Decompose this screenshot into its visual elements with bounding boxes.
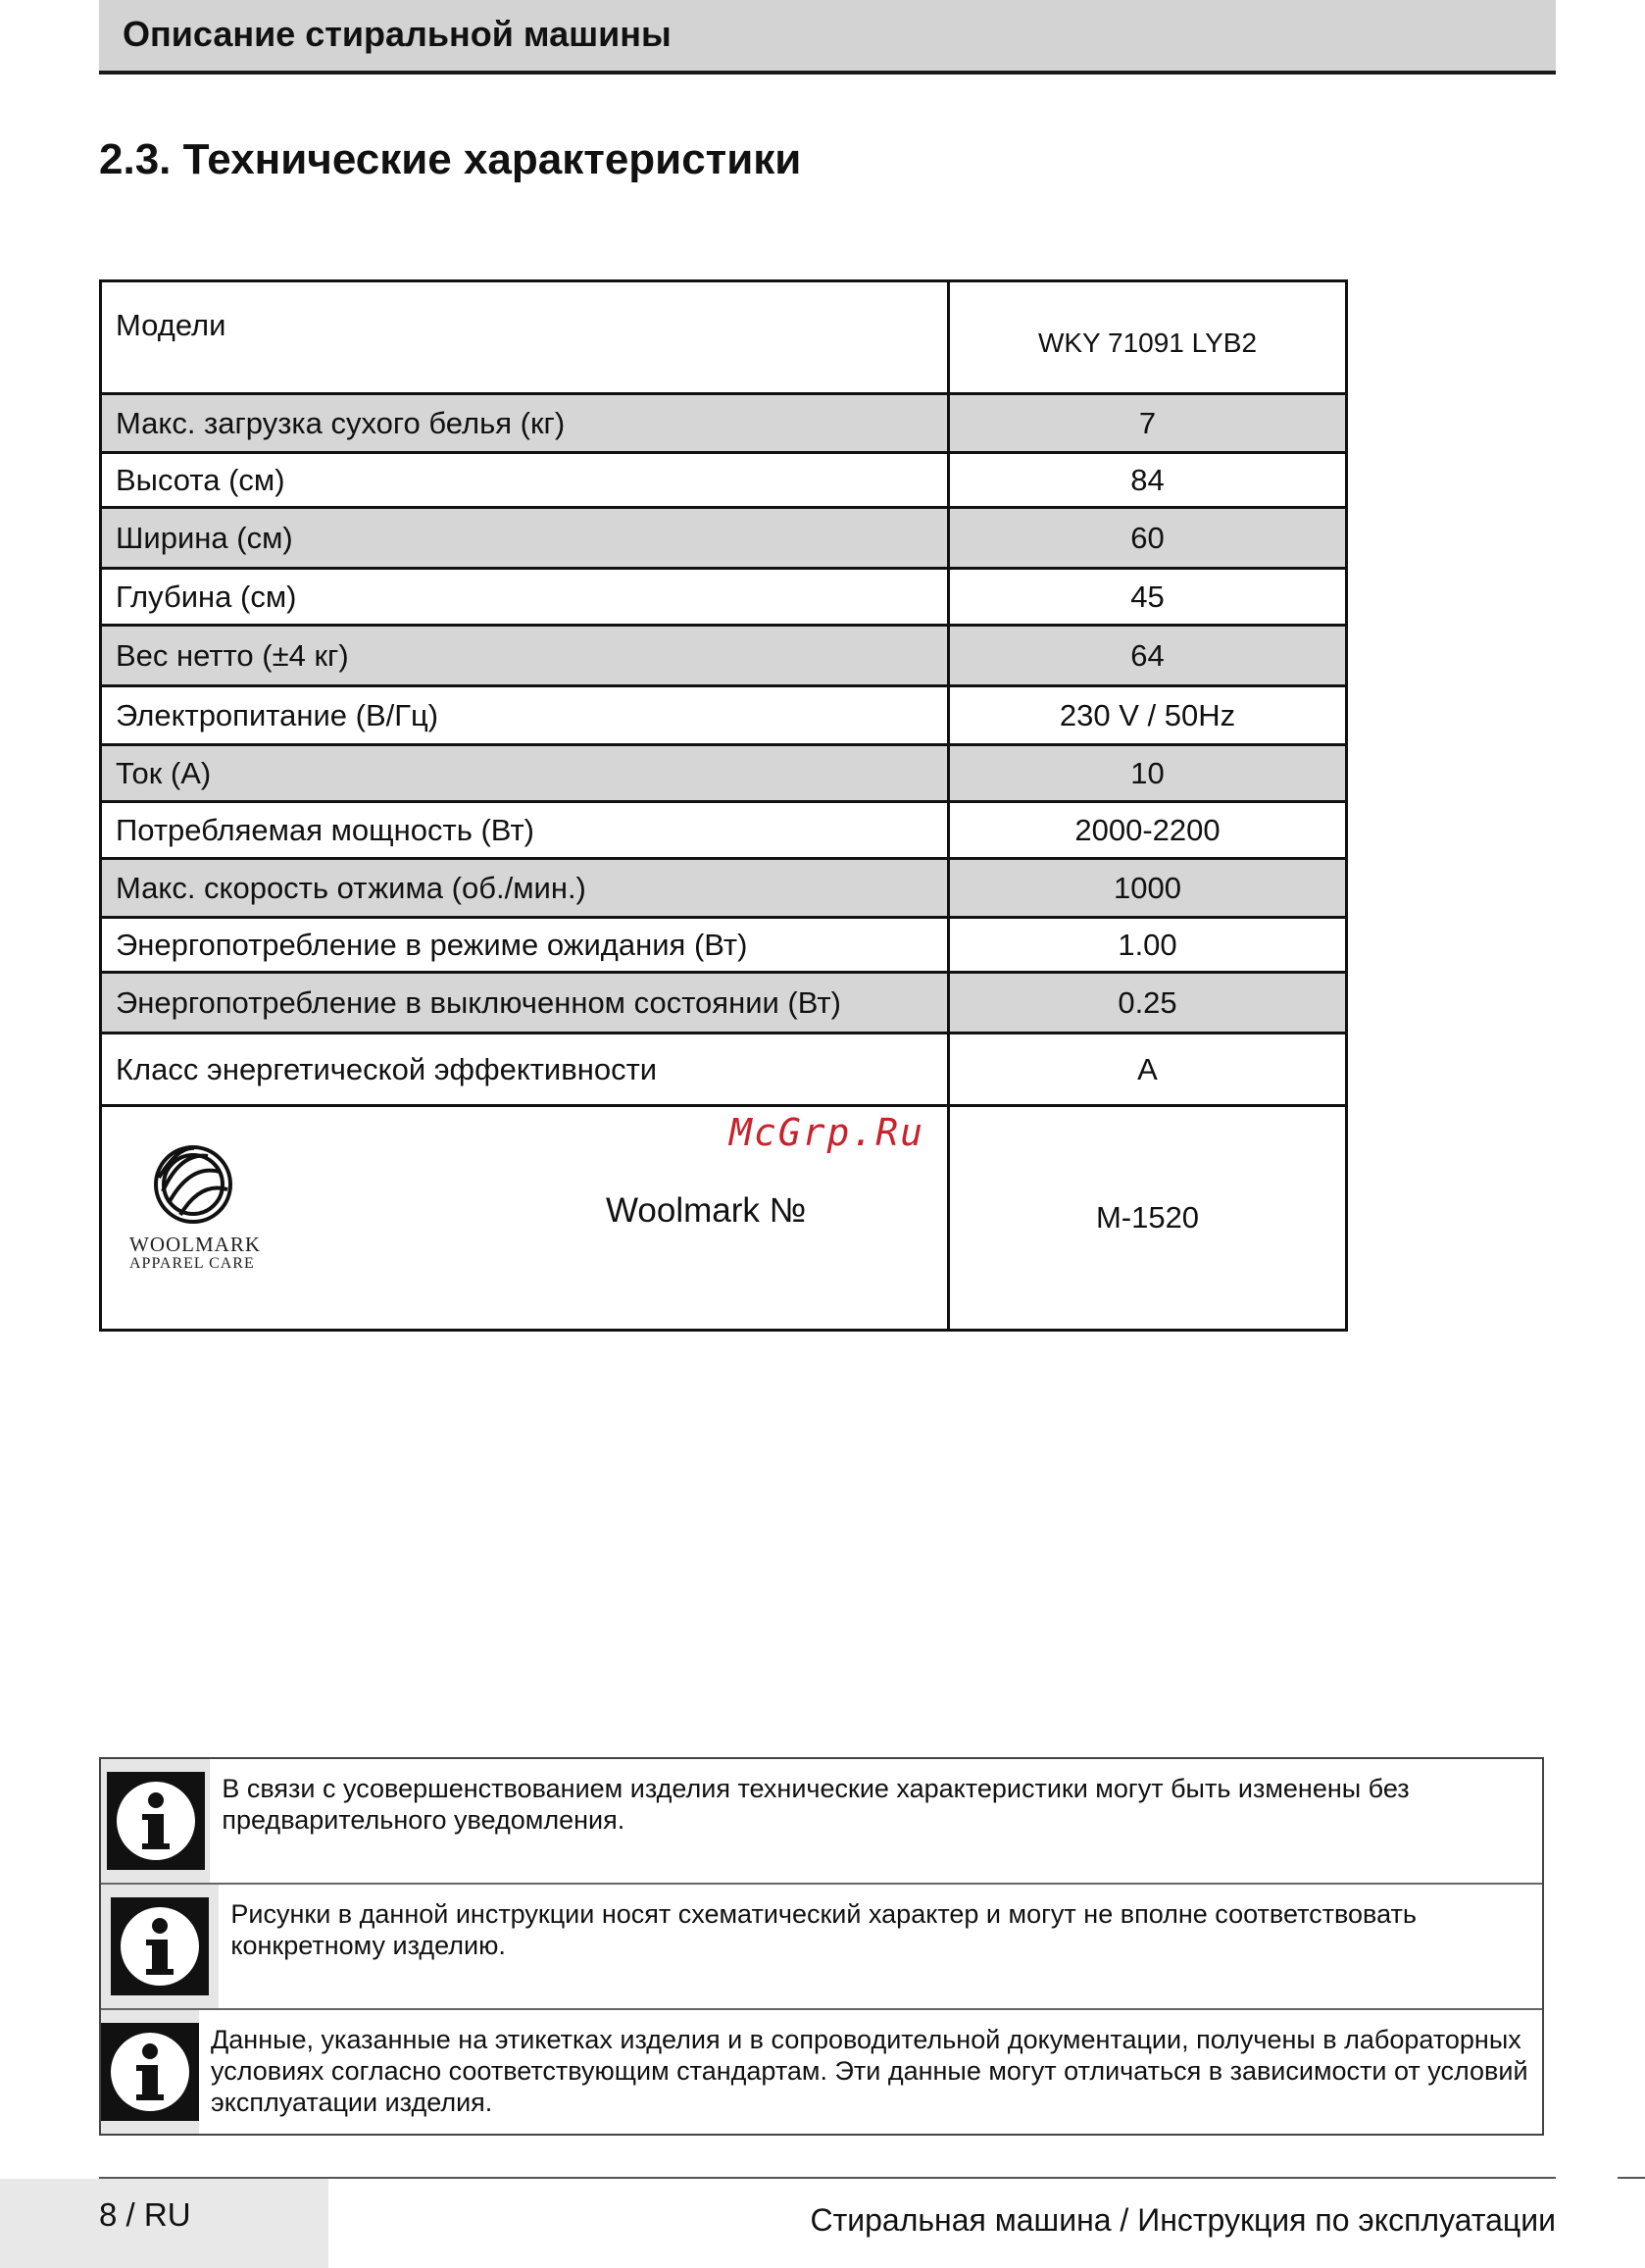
notes-box	[99, 1757, 1544, 2136]
spec-row-value: 10	[949, 745, 1347, 802]
spec-row-value: 60	[949, 508, 1347, 569]
woolmark-logo-line1: WOOLMARK	[129, 1233, 261, 1256]
spec-row-label: Высота (см)	[101, 453, 949, 508]
spec-row-value: 2000-2200	[949, 802, 1347, 859]
edge-mark	[1618, 2177, 1645, 2179]
spec-row-value: 84	[949, 453, 1347, 508]
spec-row	[101, 859, 1347, 918]
spec-row	[101, 973, 1347, 1033]
info-note	[101, 1759, 1542, 1883]
note-icon-cell	[101, 2010, 199, 2134]
header-bar	[99, 0, 1556, 75]
section-title: 2.3. Технические характеристики	[99, 135, 802, 183]
note-text: В связи с усовершенствованием изделия технические характеристики могут быть изменены без предварительного уведомления.	[222, 1774, 1410, 1835]
woolmark-number-label: Woolmark №	[606, 1191, 807, 1230]
note-icon-cell	[101, 1759, 210, 1883]
spec-row-label: Глубина (см)	[101, 569, 949, 626]
woolmark-logo-icon	[151, 1142, 235, 1227]
spec-row	[101, 626, 1347, 686]
spec-row	[101, 508, 1347, 569]
spec-row-value: 7	[949, 394, 1347, 453]
footer-document-title: Стиральная машина / Инструкция по эксплуатации	[810, 2202, 1556, 2238]
spec-row-value: 1000	[949, 859, 1347, 918]
spec-row-label: Вес нетто (±4 кг)	[101, 626, 949, 686]
spec-row-label: Электропитание (В/Гц)	[101, 686, 949, 745]
spec-row-value: A	[949, 1033, 1347, 1106]
footer-page-number: 8 / RU	[99, 2196, 191, 2233]
spec-row-label: Ширина (см)	[101, 508, 949, 569]
spec-row-label: Энергопотребление в режиме ожидания (Вт)	[101, 918, 949, 973]
woolmark-logo	[129, 1142, 263, 1274]
spec-row-value: 45	[949, 569, 1347, 626]
info-note	[101, 2008, 1542, 2134]
spec-row	[101, 745, 1347, 802]
spec-row-label: Макс. скорость отжима (об./мин.)	[101, 859, 949, 918]
spec-row-value: 0.25	[949, 973, 1347, 1033]
spec-header-row	[101, 281, 1347, 394]
spec-row	[101, 802, 1347, 859]
spec-header-model: WKY 71091 LYB2	[949, 281, 1347, 394]
spec-row	[101, 569, 1347, 626]
woolmark-number-value: M-1520	[949, 1106, 1347, 1331]
spec-row	[101, 453, 1347, 508]
note-text: Данные, указанные на этикетках изделия и в сопроводительной документации, получены в лабораторных условиях согласно соответствующим стандартам. Эти данные могут отличаться в зависимости от условий эксплуатации изделия.	[211, 2025, 1528, 2117]
spec-row-label: Энергопотребление в выключенном состоянии (Вт)	[101, 973, 949, 1033]
spec-row	[101, 394, 1347, 453]
spec-row-label: Класс энергетической эффективности	[101, 1033, 949, 1106]
woolmark-row	[101, 1106, 1347, 1331]
watermark-text: McGrp.Ru	[729, 1111, 925, 1154]
info-icon	[107, 1772, 205, 1870]
spec-row	[101, 1033, 1347, 1106]
spec-table	[99, 279, 1348, 1332]
note-text: Рисунки в данной инструкции носят схематический характер и могут не вполне соответствовать конкретному изделию.	[230, 1899, 1417, 1960]
note-icon-cell	[101, 1885, 219, 2008]
spec-row	[101, 918, 1347, 973]
spec-row	[101, 686, 1347, 745]
info-icon	[101, 2023, 199, 2121]
spec-row-label: Ток (А)	[101, 745, 949, 802]
spec-row-label: Потребляемая мощность (Вт)	[101, 802, 949, 859]
woolmark-logo-line2: APPAREL CARE	[129, 1255, 255, 1272]
spec-header-label: Модели	[101, 281, 949, 394]
info-icon	[111, 1897, 209, 1995]
spec-row-label: Макс. загрузка сухого белья (кг)	[101, 394, 949, 453]
page-header-title: Описание стиральной машины	[123, 14, 672, 54]
spec-row-value: 230 V / 50Hz	[949, 686, 1347, 745]
spec-row-value: 1.00	[949, 918, 1347, 973]
spec-row-value: 64	[949, 626, 1347, 686]
info-note	[101, 1883, 1542, 2008]
